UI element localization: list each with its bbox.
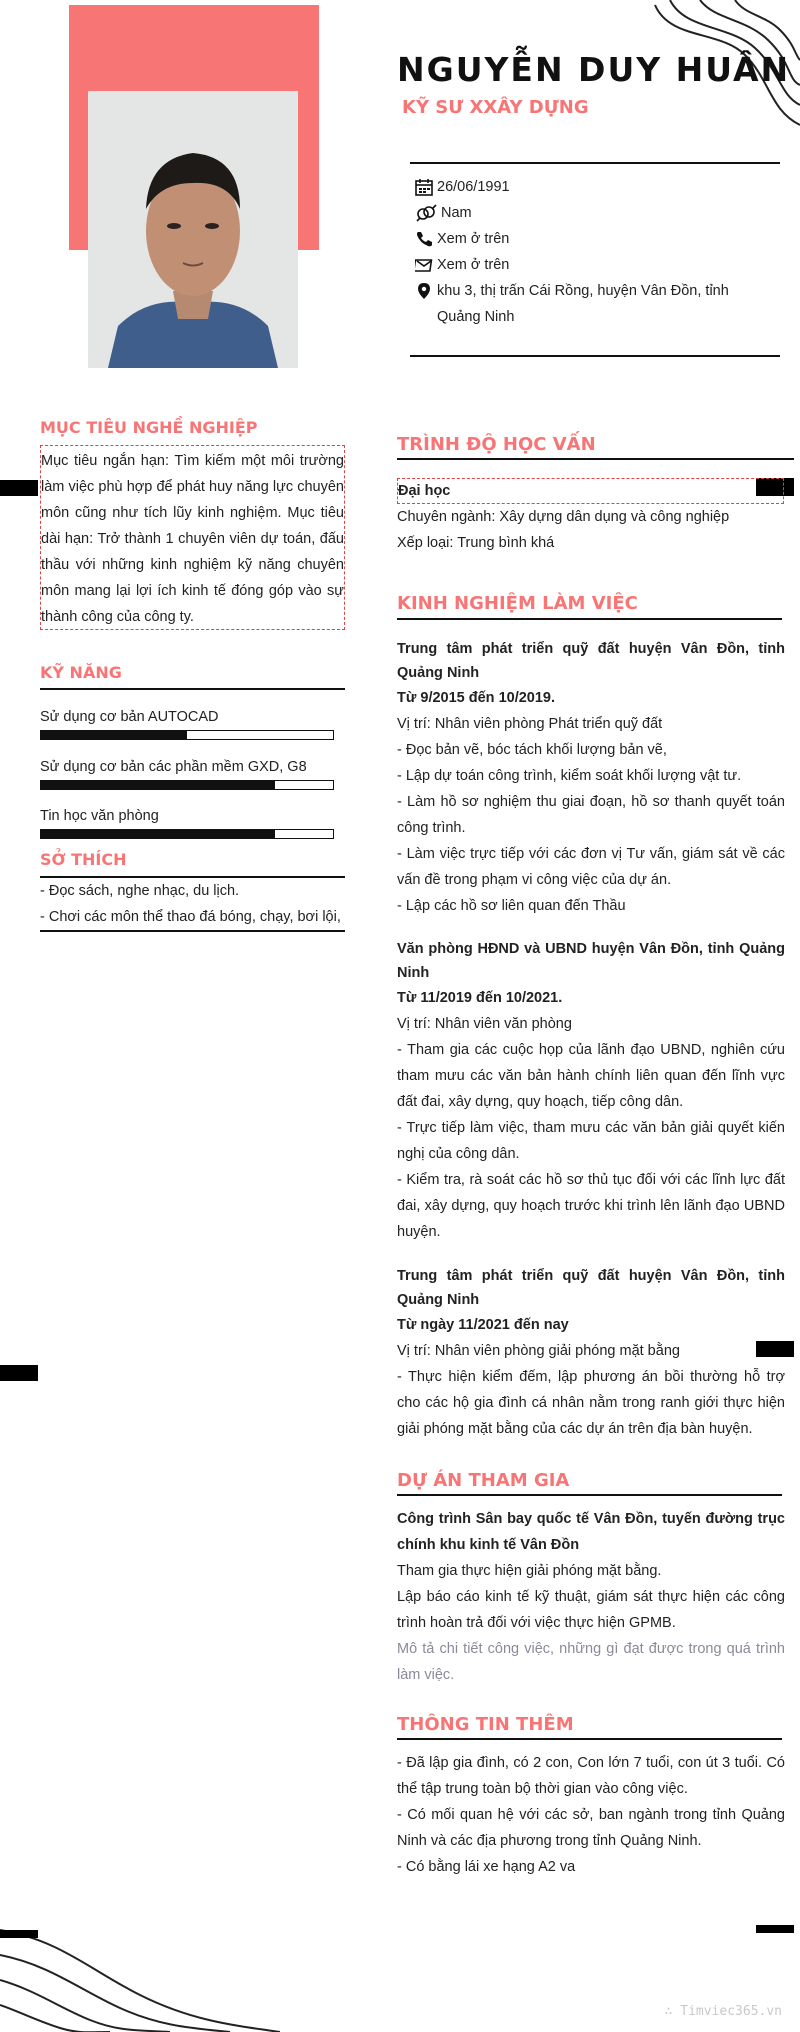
contact-gender [415, 200, 760, 226]
hobbies-list [40, 878, 345, 930]
contact-email [415, 252, 760, 278]
contact-phone [415, 226, 760, 252]
phone-icon [415, 230, 433, 248]
hobbies-bottom-line [40, 930, 345, 932]
experience-item [397, 937, 785, 1245]
watermark-text: Timviec365.vn [680, 2004, 782, 2019]
skill-bar [40, 730, 334, 740]
skill-bar-fill [41, 731, 187, 739]
contact-bottom-divider [410, 355, 780, 357]
skill-item [40, 708, 334, 740]
experience-line: - Thực hiện kiểm đếm, lập phương án bồi thường hỗ trợ cho các hộ gia đình cá nhân nằm trong ranh giới thực hiện giải phóng mặt bằng của các dự án trên địa bàn huyện. [397, 1369, 785, 1437]
edge-marker [0, 480, 38, 496]
contact-address [415, 278, 760, 330]
skill-name: Tin học văn phòng [40, 808, 159, 824]
experience-heading: KINH NGHIỆM LÀM VIỆC [397, 593, 638, 614]
edge-marker [0, 1365, 38, 1381]
calendar-icon [415, 178, 433, 196]
skill-bar [40, 780, 334, 790]
project-description-placeholder[interactable]: Mô tả chi tiết công việc, những gì đạt được trong quá trình làm việc. [397, 1641, 785, 1683]
experience-line: Vị trí: Nhân viên văn phòng [397, 1016, 572, 1032]
hobby-item: - Đọc sách, nghe nhạc, du lịch. [40, 883, 240, 899]
candidate-name: NGUYỄN DUY HUÂN [397, 50, 791, 89]
projects-divider [397, 1494, 782, 1496]
birthday-value: 26/06/1991 [437, 179, 510, 195]
education-level-box [397, 478, 784, 504]
experience-line: - Trực tiếp làm việc, tham mưu các văn bản giải quyết kiến nghị của công dân. [397, 1120, 785, 1162]
additional-info-list [397, 1750, 785, 1880]
experience-company: Văn phòng HĐND và UBND huyện Vân Đồn, tỉnh Quảng Ninh [397, 941, 785, 981]
edge-marker [756, 1925, 794, 1933]
education-heading: TRÌNH ĐỘ HỌC VẤN [397, 434, 596, 455]
skill-item [40, 807, 334, 839]
additional-info-divider [397, 1738, 782, 1740]
skill-bar [40, 829, 334, 839]
profile-photo [88, 91, 298, 368]
project-title: Công trình Sân bay quốc tế Vân Đồn, tuyến đường trục chính khu kinh tế Vân Đồn [397, 1511, 785, 1553]
experience-line: - Tham gia các cuộc họp của lãnh đạo UBND, nghiên cứu tham mưu các văn bản hành chính liên quan đến lĩnh vực đất đai, xây dựng, quy hoạch, tiếp công dân. [397, 1042, 785, 1110]
objective-heading: MỤC TIÊU NGHỀ NGHIỆP [40, 418, 258, 437]
skill-item [40, 758, 334, 790]
experience-line: - Kiểm tra, rà soát các hồ sơ thủ tục đối với các lĩnh lực đất đai, xây dựng, quy hoạch trước khi trình lên lãnh đạo UBND huyện. [397, 1172, 785, 1240]
experience-company: Trung tâm phát triển quỹ đất huyện Vân Đồn, tỉnh Quảng Ninh [397, 641, 785, 681]
experience-line: - Làm việc trực tiếp với các đơn vị Tư vấn, giám sát về các vấn đề trong phạm vi công việc của dự án. [397, 846, 785, 888]
experience-line: Vị trí: Nhân viên phòng giải phóng mặt bằng [397, 1343, 680, 1359]
gender-value: Nam [441, 205, 472, 221]
project-line: Tham gia thực hiện giải phóng mặt bằng. [397, 1563, 662, 1579]
wave-lines-icon [0, 1920, 280, 2032]
email-value[interactable]: Xem ở trên [437, 257, 510, 273]
project-line: Lập báo cáo kinh tế kỹ thuật, giám sát thực hiện các công trình hoàn trả đối với việc thực hiện GPMB. [397, 1589, 785, 1631]
hobbies-heading: SỞ THÍCH [40, 850, 127, 869]
experience-period: Từ ngày 11/2021 đến nay [397, 1317, 569, 1333]
hobby-item: - Chơi các môn thể thao đá bóng, chạy, bơi lội, [40, 909, 341, 925]
additional-info-line: - Đã lập gia đình, có 2 con, Con lớn 7 tuổi, con út 3 tuổi. Có thể tập trung toàn bộ thời gian vào công việc. [397, 1755, 785, 1797]
job-title: KỸ SƯ XXÂY DỰNG [402, 97, 589, 118]
contact-list [415, 174, 760, 330]
experience-line: - Lập dự toán công trình, kiểm soát khối lượng vật tư. [397, 768, 742, 784]
experience-line: - Lập các hồ sơ liên quan đến Thầu [397, 898, 626, 914]
objective-box [40, 445, 345, 630]
education-major: Chuyên ngành: Xây dựng dân dụng và công nghiệp [397, 509, 730, 525]
experience-item [397, 1264, 785, 1442]
skills-heading: KỸ NĂNG [40, 663, 122, 682]
email-icon [415, 256, 433, 274]
education-level: Đại học [398, 483, 451, 499]
education-divider [397, 458, 794, 460]
additional-info-line: - Có mối quan hệ với các sở, ban ngành trong tỉnh Quảng Ninh và các địa phương trong tỉnh Quảng Ninh. [397, 1807, 785, 1849]
experience-company: Trung tâm phát triển quỹ đất huyện Vân Đồn, tỉnh Quảng Ninh [397, 1268, 785, 1308]
location-pin-icon [415, 282, 433, 300]
education-grade: Xếp loại: Trung bình khá [397, 535, 555, 551]
skills-divider [40, 688, 345, 690]
watermark: ∴ Timviec365.vn [664, 2004, 782, 2019]
experience-item [397, 637, 785, 919]
experience-line: - Làm hồ sơ nghiệm thu giai đoạn, hồ sơ thanh quyết toán công trình. [397, 794, 785, 836]
skill-bar-fill [41, 781, 275, 789]
additional-info-heading: THÔNG TIN THÊM [397, 1714, 574, 1735]
project-item [397, 1506, 785, 1688]
experience-divider [397, 618, 782, 620]
gender-icon [415, 204, 437, 222]
skill-bar-fill [41, 830, 275, 838]
contact-birthday [415, 174, 760, 200]
experience-line: - Đọc bản vẽ, bóc tách khối lượng bản vẽ, [397, 742, 667, 758]
address-value: khu 3, thị trấn Cái Rồng, huyện Vân Đồn, tỉnh Quảng Ninh [437, 283, 729, 325]
projects-heading: DỰ ÁN THAM GIA [397, 1470, 570, 1491]
phone-value[interactable]: Xem ở trên [437, 231, 510, 247]
skill-name: Sử dụng cơ bản các phần mềm GXD, G8 [40, 759, 307, 775]
experience-period: Từ 9/2015 đến 10/2019. [397, 690, 556, 706]
objective-text: Mục tiêu ngắn hạn: Tìm kiếm một môi trường làm việc phù hợp để phát huy năng lực chuyên môn cũng như tích lũy kinh nghiệm. Mục tiêu dài hạn: Trở thành 1 chuyên viên dự toán, đấu thầu với những kinh nghiệm kỹ năng chuyên môn mang lại lợi ích kinh tế đóng góp vào sự thành công của công ty. [41, 453, 344, 625]
additional-info-line: - Có bằng lái xe hạng A2 va [397, 1859, 576, 1875]
edge-marker [0, 1930, 38, 1938]
contact-top-divider [410, 162, 780, 164]
skill-name: Sử dụng cơ bản AUTOCAD [40, 709, 219, 725]
experience-period: Từ 11/2019 đến 10/2021. [397, 990, 563, 1006]
experience-line: Vị trí: Nhân viên phòng Phát triển quỹ đất [397, 716, 663, 732]
